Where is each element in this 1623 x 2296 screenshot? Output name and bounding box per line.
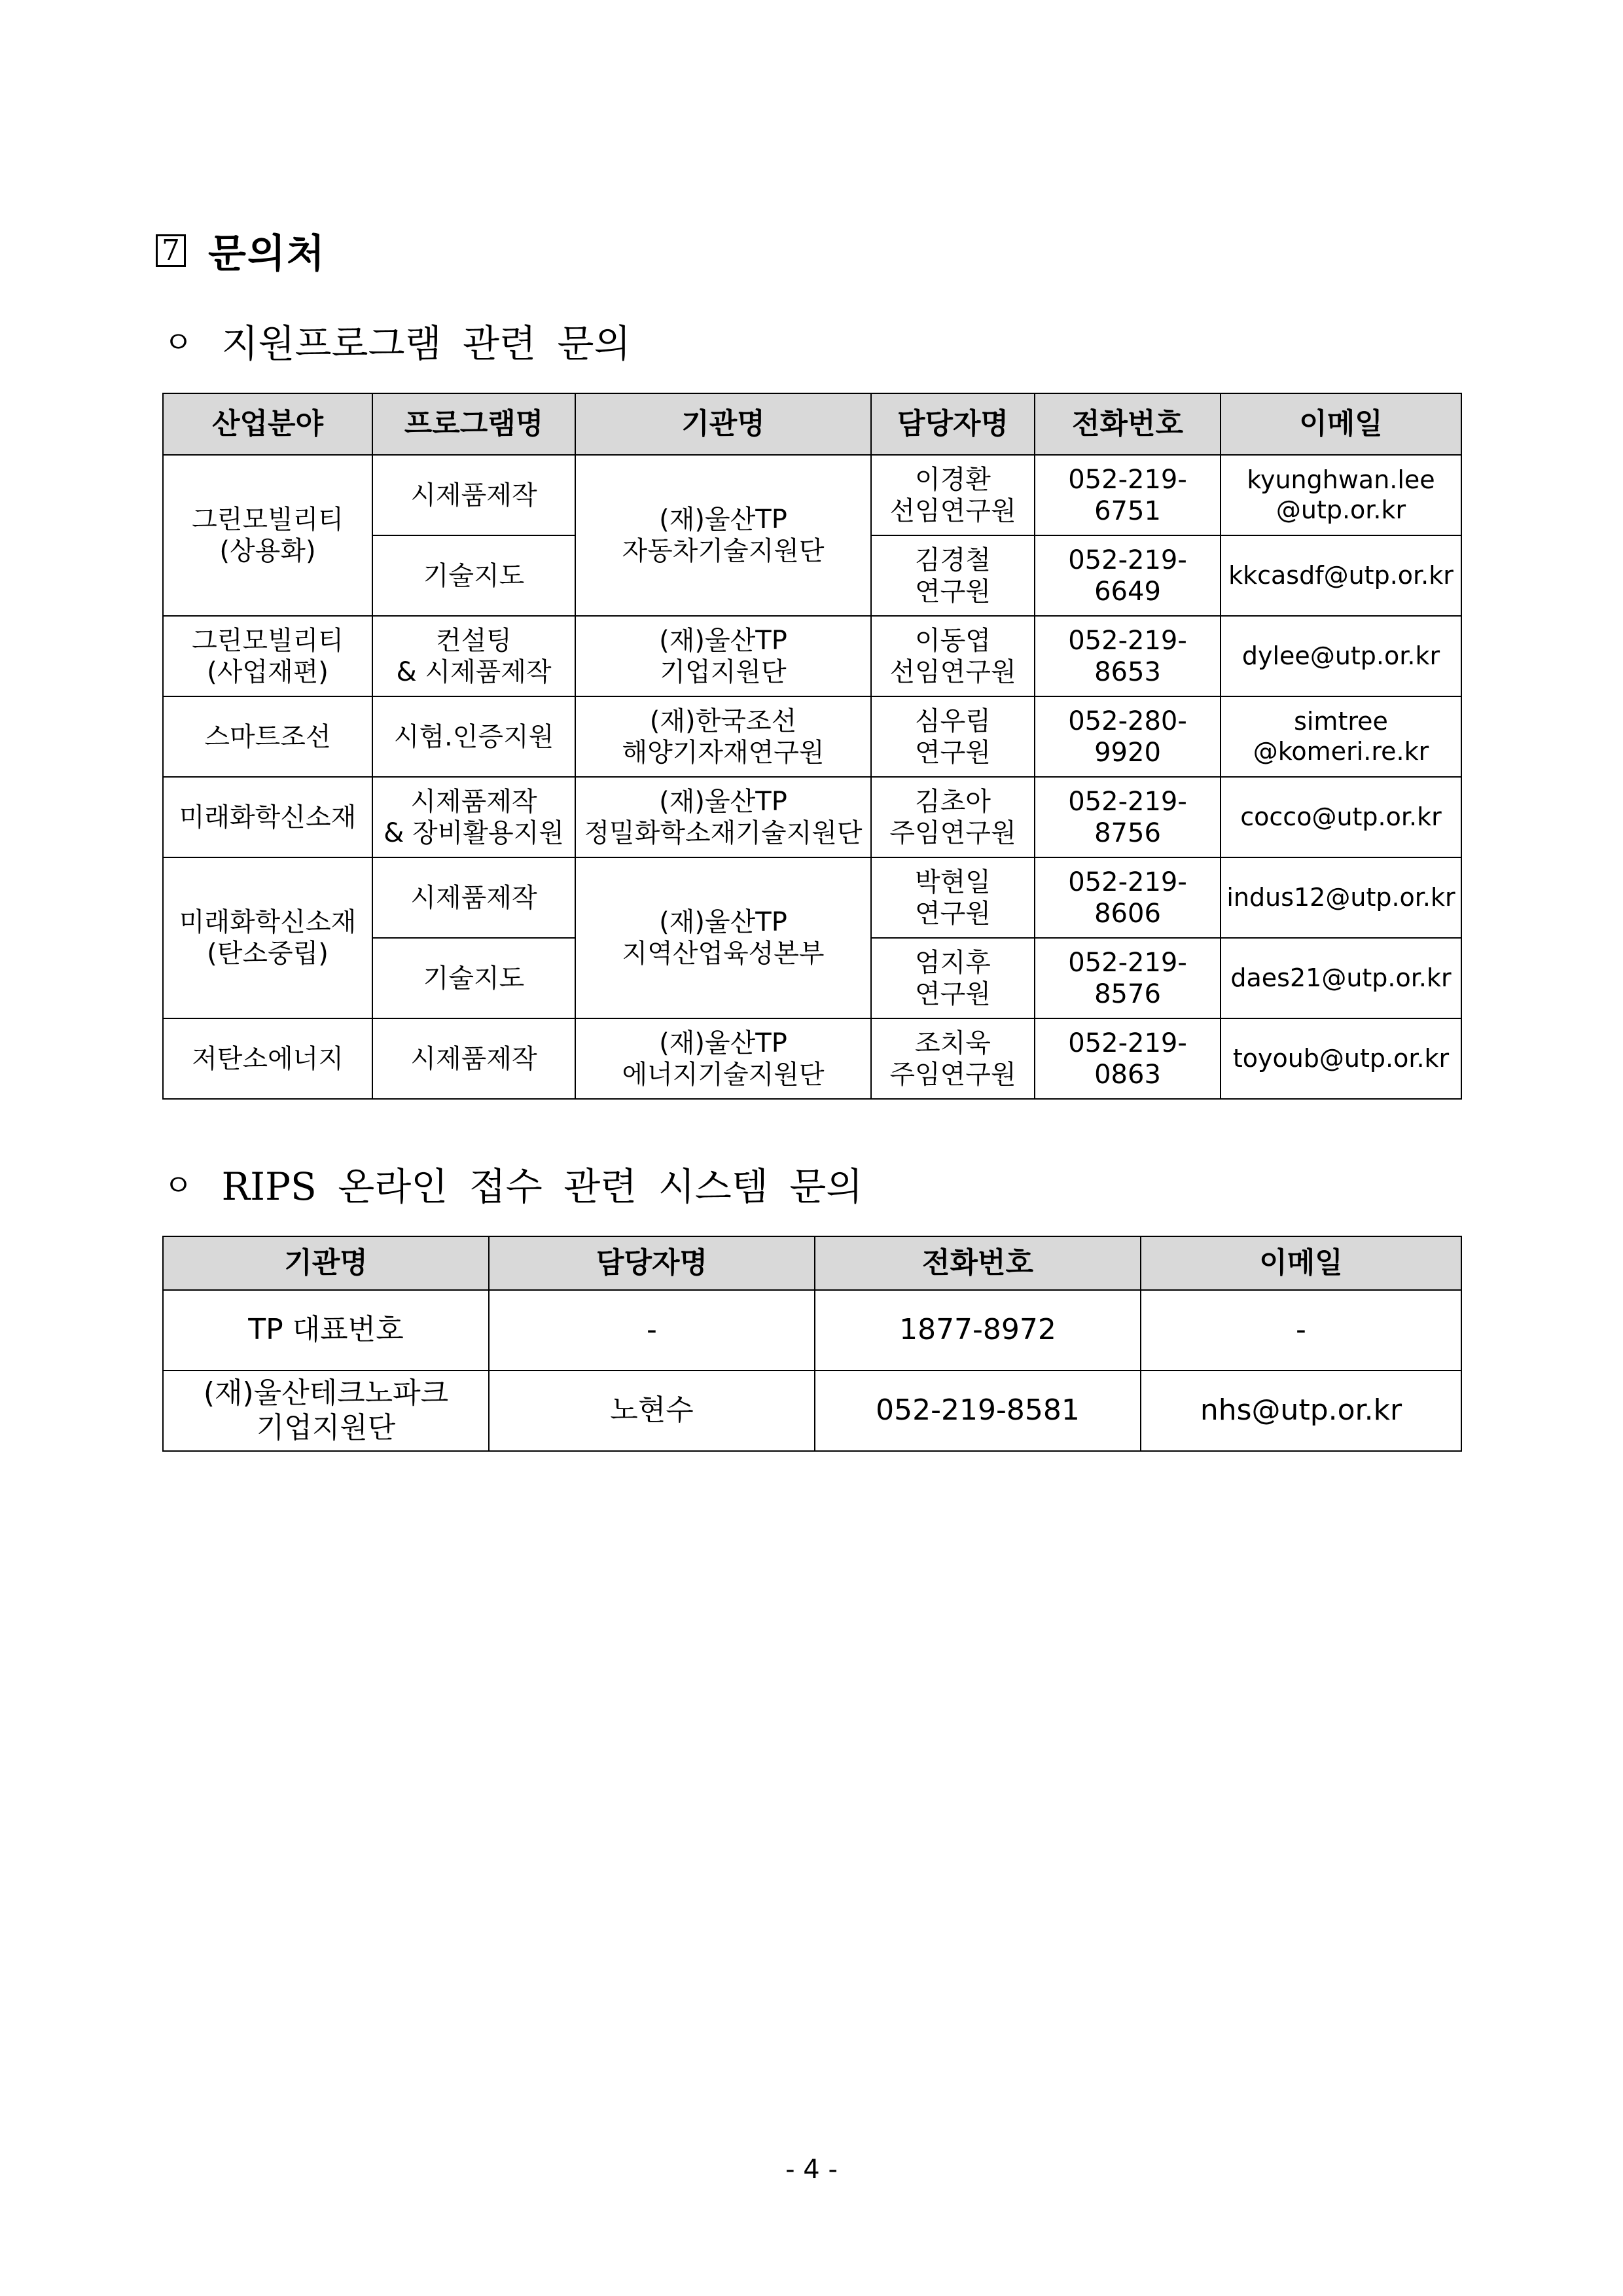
- person-cell: -: [489, 1290, 815, 1371]
- email-cell[interactable]: nhs@utp.or.kr: [1141, 1371, 1461, 1451]
- subheading-text: RIPS 온라인 접수 관련 시스템 문의: [221, 1164, 863, 1209]
- email-cell[interactable]: daes21@utp.or.kr: [1221, 938, 1461, 1018]
- phone-cell: 052-219-8576: [1035, 938, 1221, 1018]
- subheading-program-inquiry: [164, 313, 631, 368]
- table-row: [163, 696, 1461, 777]
- person-cell: 심우림 연구원: [871, 696, 1035, 777]
- section-heading: [156, 223, 326, 279]
- org-cell: (재)울산TP 자동차기술지원단: [575, 455, 871, 616]
- section-title: 문의처: [208, 231, 326, 277]
- header-cell: 이메일: [1221, 393, 1461, 455]
- header-cell: 이메일: [1141, 1236, 1461, 1290]
- header-cell: 전화번호: [815, 1236, 1141, 1290]
- field-cell: 미래화학신소재: [163, 777, 372, 857]
- table-row: [163, 1290, 1461, 1371]
- email-cell[interactable]: dylee@utp.or.kr: [1221, 616, 1461, 696]
- program-cell: 기술지도: [372, 535, 575, 616]
- subheading-text: 지원프로그램 관련 문의: [221, 321, 631, 366]
- org-cell: (재)울산TP 정밀화학소재기술지원단: [575, 777, 871, 857]
- org-cell: (재)한국조선 해양기자재연구원: [575, 696, 871, 777]
- header-cell: 담당자명: [489, 1236, 815, 1290]
- phone-cell: 052-280-9920: [1035, 696, 1221, 777]
- person-cell: 박현일 연구원: [871, 857, 1035, 938]
- header-cell: 프로그램명: [372, 393, 575, 455]
- email-cell[interactable]: kyunghwan.lee @utp.or.kr: [1221, 455, 1461, 535]
- email-cell[interactable]: simtree @komeri.re.kr: [1221, 696, 1461, 777]
- table-header-row: [163, 1236, 1461, 1290]
- table-row: [163, 616, 1461, 696]
- field-cell: 스마트조선: [163, 696, 372, 777]
- email-cell[interactable]: toyoub@utp.or.kr: [1221, 1018, 1461, 1099]
- org-cell: (재)울산TP 기업지원단: [575, 616, 871, 696]
- header-cell: 기관명: [575, 393, 871, 455]
- person-cell: 김초아 주임연구원: [871, 777, 1035, 857]
- email-cell[interactable]: kkcasdf@utp.or.kr: [1221, 535, 1461, 616]
- email-cell[interactable]: indus12@utp.or.kr: [1221, 857, 1461, 938]
- header-cell: 전화번호: [1035, 393, 1221, 455]
- field-cell: 미래화학신소재 (탄소중립): [163, 857, 372, 1018]
- person-cell: 이경환 선임연구원: [871, 455, 1035, 535]
- rips-contact-table: [162, 1236, 1462, 1452]
- phone-cell: 052-219-8606: [1035, 857, 1221, 938]
- program-cell: 시험.인증지원: [372, 696, 575, 777]
- phone-cell: 1877-8972: [815, 1290, 1141, 1371]
- program-cell: 시제품제작: [372, 455, 575, 535]
- field-cell: 그린모빌리티 (사업재편): [163, 616, 372, 696]
- phone-cell: 052-219-8581: [815, 1371, 1141, 1451]
- phone-cell: 052-219-8653: [1035, 616, 1221, 696]
- table-row: [163, 857, 1461, 938]
- section-number-box: 7: [156, 234, 186, 267]
- bullet-icon: ㅇ: [164, 1168, 193, 1203]
- phone-cell: 052-219-6751: [1035, 455, 1221, 535]
- email-cell: -: [1141, 1290, 1461, 1371]
- header-cell: 산업분야: [163, 393, 372, 455]
- org-cell: TP 대표번호: [163, 1290, 489, 1371]
- bullet-icon: ㅇ: [164, 325, 193, 360]
- org-cell: (재)울산TP 에너지기술지원단: [575, 1018, 871, 1099]
- header-cell: 기관명: [163, 1236, 489, 1290]
- program-cell: 시제품제작: [372, 1018, 575, 1099]
- program-cell: 시제품제작 & 장비활용지원: [372, 777, 575, 857]
- program-cell: 기술지도: [372, 938, 575, 1018]
- field-cell: 그린모빌리티 (상용화): [163, 455, 372, 616]
- table-row: [163, 455, 1461, 535]
- phone-cell: 052-219-6649: [1035, 535, 1221, 616]
- person-cell: 조치욱 주임연구원: [871, 1018, 1035, 1099]
- org-cell: (재)울산테크노파크 기업지원단: [163, 1371, 489, 1451]
- table-header-row: [163, 393, 1461, 455]
- org-cell: (재)울산TP 지역산업육성본부: [575, 857, 871, 1018]
- page-number: - 4 -: [785, 2155, 838, 2185]
- person-cell: 이동엽 선임연구원: [871, 616, 1035, 696]
- subheading-rips-inquiry: [164, 1156, 863, 1211]
- header-cell: 담당자명: [871, 393, 1035, 455]
- table-row: [163, 777, 1461, 857]
- program-cell: 컨설팅 & 시제품제작: [372, 616, 575, 696]
- program-cell: 시제품제작: [372, 857, 575, 938]
- phone-cell: 052-219-8756: [1035, 777, 1221, 857]
- program-contact-table: [162, 393, 1462, 1100]
- person-cell: 엄지후 연구원: [871, 938, 1035, 1018]
- table-row: [163, 1371, 1461, 1451]
- email-cell[interactable]: cocco@utp.or.kr: [1221, 777, 1461, 857]
- field-cell: 저탄소에너지: [163, 1018, 372, 1099]
- person-cell: 김경철 연구원: [871, 535, 1035, 616]
- person-cell: 노현수: [489, 1371, 815, 1451]
- phone-cell: 052-219-0863: [1035, 1018, 1221, 1099]
- table-row: [163, 1018, 1461, 1099]
